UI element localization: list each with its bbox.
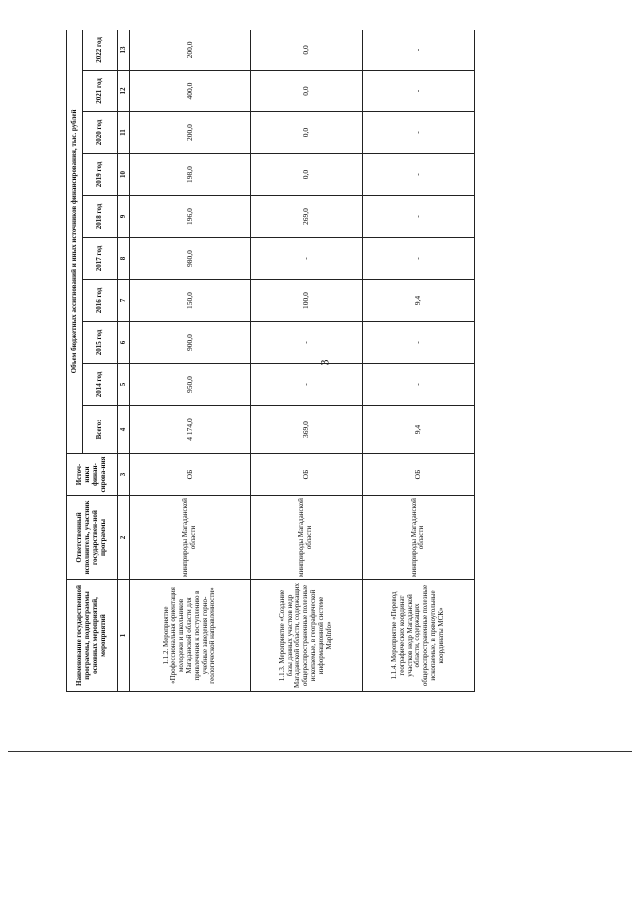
header-executor: Ответственный исполнитель, участник государствен-ной программы [67,496,118,580]
row-executor: минприроды Магаданской области [250,496,362,580]
row-name: 1.1.2. Мероприятие «Профессиональная ориентация молодежи и школьников Магаданской области для привлечения к поступлению в учебные заведения горно-геологической направленности» [130,580,250,692]
row-year-value: 198,0 [130,154,250,196]
row-total: 369,0 [250,406,362,454]
rotated-table-container [66,30,475,692]
row-source: ОБ [250,454,362,496]
row-year-value: 200,0 [130,112,250,154]
table-row [130,30,250,692]
column-number: 1 [117,580,129,692]
header-year: 2015 год [83,322,118,364]
header-year: 2019 год [83,154,118,196]
row-executor: минприроды Магаданской области [130,496,250,580]
row-year-value: 0,0 [250,154,362,196]
column-number: 11 [117,112,129,154]
header-source: Источ-ники финан-сирова-ния [67,454,118,496]
row-year-value: - [362,154,474,196]
row-year-value: 0,0 [250,30,362,71]
row-year-value: 950,0 [130,364,250,406]
page-number: 3 [317,359,332,366]
header-year: 2021 год [83,71,118,112]
row-year-value: - [362,322,474,364]
header-name: Наименование государственной программы, подпрограммы основных мероприятий, мероприятий [67,580,118,692]
header-year: 2017 год [83,238,118,280]
column-number: 6 [117,322,129,364]
row-year-value: 150,0 [130,280,250,322]
header-total: Всего: [83,406,118,454]
row-total: 9,4 [362,406,474,454]
row-year-value: 196,0 [130,196,250,238]
column-number-row [117,30,129,692]
column-number: 12 [117,71,129,112]
budget-table [66,30,475,692]
column-number: 10 [117,154,129,196]
row-year-value: - [362,238,474,280]
column-number: 8 [117,238,129,280]
rotated-table-frame [66,30,475,692]
row-year-value: 9,4 [362,280,474,322]
row-year-value: 100,0 [250,280,362,322]
row-name: 1.1.4. Мероприятие «Перевод географических координат участков недр Магаданской области, содержащих общераспространенные полезные ископаемые, в прямоугольные координаты МСК» [362,580,474,692]
row-year-value: 269,0 [250,196,362,238]
header-row-1 [67,30,83,692]
column-number: 4 [117,406,129,454]
row-year-value: - [362,196,474,238]
row-year-value: 980,0 [130,238,250,280]
row-year-value: 400,0 [130,71,250,112]
row-year-value: 900,0 [130,322,250,364]
header-year: 2016 год [83,280,118,322]
row-executor: минприроды Магаданской области [362,496,474,580]
table-row [362,30,474,692]
column-number: 5 [117,364,129,406]
row-year-value: 200,0 [130,30,250,71]
row-year-value: - [250,364,362,406]
row-year-value: 0,0 [250,71,362,112]
row-year-value: - [250,238,362,280]
row-total: 4 174,0 [130,406,250,454]
row-year-value: - [362,30,474,71]
row-name: 1.1.3. Мероприятие «Создание базы данных участков недр Магаданской области, содержащих общераспространенные полезные ископаемые, в географической информационной системе MapInfo» [250,580,362,692]
row-year-value: - [362,112,474,154]
column-number: 9 [117,196,129,238]
page-divider-line [8,751,632,752]
header-year: 2020 год [83,112,118,154]
column-number: 2 [117,496,129,580]
row-year-value: 0,0 [250,112,362,154]
row-source: ОБ [362,454,474,496]
table-row [250,30,362,692]
column-number: 7 [117,280,129,322]
row-year-value: - [362,364,474,406]
header-year: 2018 год [83,196,118,238]
column-number: 13 [117,30,129,71]
row-year-value: - [250,322,362,364]
row-source: ОБ [130,454,250,496]
column-number: 3 [117,454,129,496]
row-year-value: - [362,71,474,112]
header-volume: Объем бюджетных ассигнований и иных источников финансирования, тыс. рублей [67,30,83,454]
header-year: 2022 год [83,30,118,71]
header-year: 2014 год [83,364,118,406]
